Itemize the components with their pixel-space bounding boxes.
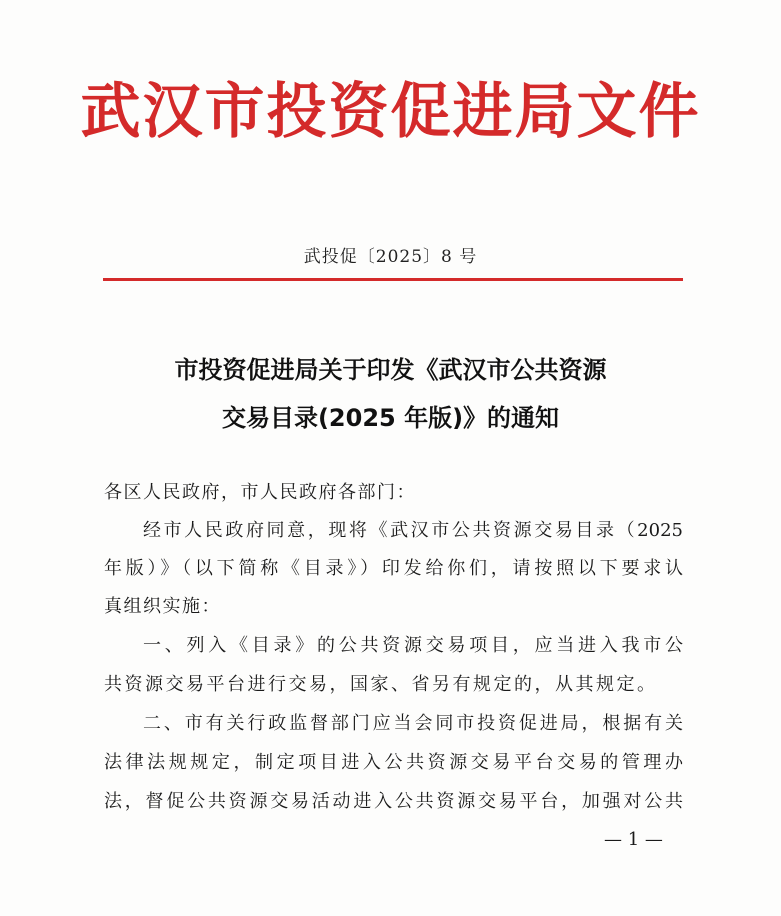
paragraph-1-line-2: 年版）》（以下简称《目录》）印发给你们，请按照以下要求认 (104, 558, 683, 579)
paragraph-3-line-2: 法律法规规定，制定项目进入公共资源交易平台交易的管理办 (104, 752, 683, 773)
masthead-title: 武汉市投资促进局文件 (80, 77, 701, 147)
document-number: 武投促〔2025〕8 号 (303, 247, 478, 267)
paragraph-2-line-1: 一、列入《目录》的公共资源交易项目，应当进入我市公 (143, 635, 683, 656)
paragraph-3-line-3: 法，督促公共资源交易活动进入公共资源交易平台，加强对公共 (104, 791, 683, 812)
paragraph-3-line-1: 二、市有关行政监督部门应当会同市投资促进局，根据有关 (143, 713, 683, 734)
paragraph-1-line-3: 真组织实施： (104, 596, 221, 617)
document-title-line-2: 交易目录(2025 年版)》的通知 (221, 404, 560, 432)
paragraph-1-line-1: 经市人民政府同意，现将《武汉市公共资源交易目录（2025 (143, 520, 683, 541)
salutation: 各区人民政府，市人民政府各部门： (104, 482, 416, 503)
document-title-line-1: 市投资促进局关于印发《武汉市公共资源 (174, 356, 607, 384)
page-number: — 1 — (604, 829, 663, 850)
red-divider-line (103, 278, 683, 281)
paragraph-2-line-2: 共资源交易平台进行交易，国家、省另有规定的，从其规定。 (104, 674, 655, 695)
